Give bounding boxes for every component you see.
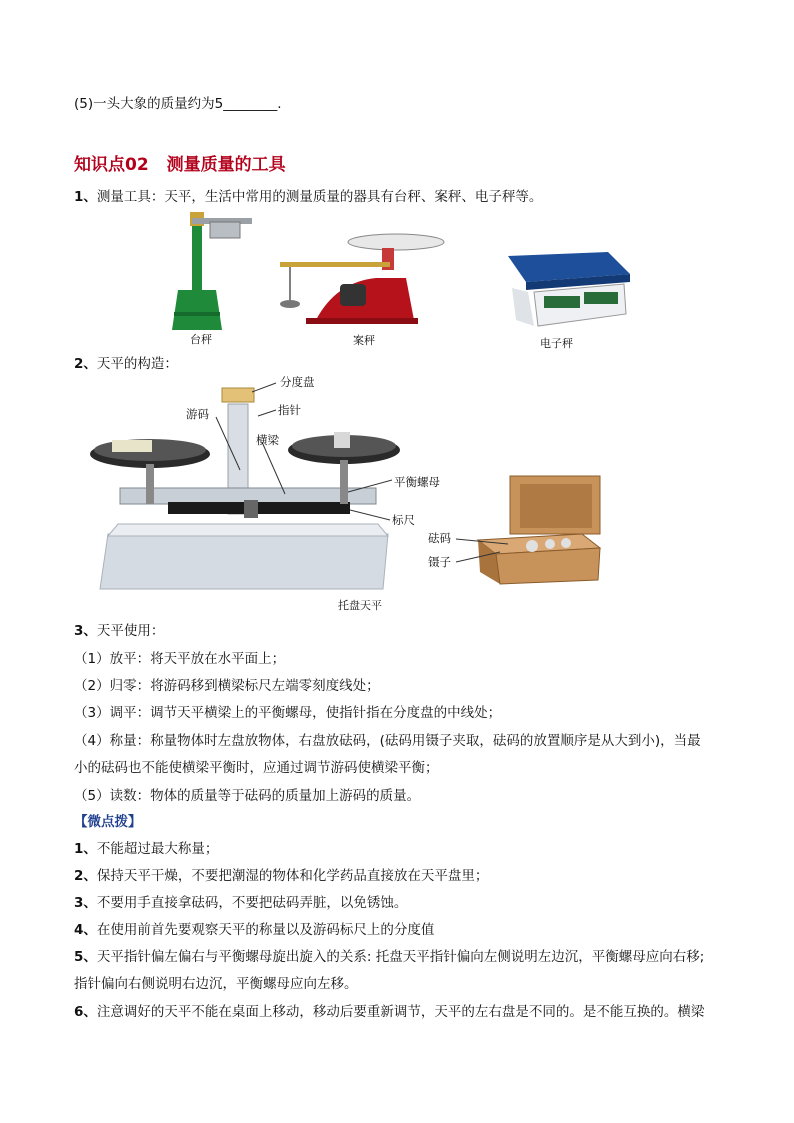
heading-title: 测量质量的工具 — [166, 155, 286, 175]
tip-heading: 【微点拨】 — [74, 814, 142, 830]
tip-1: 1、不能超过最大称量； — [74, 841, 219, 857]
intro-line: (5)一头大象的质量约为5________. — [74, 96, 282, 112]
label-scale: 标尺 — [392, 513, 415, 527]
tip-3: 3、不要用手直接拿砝码，不要把砝码弄脏，以免锈蚀。 — [74, 895, 408, 911]
label-rider: 游码 — [186, 407, 209, 421]
step-4-continued: 小的砝码也不能使横梁平衡时，应通过调节游码使横梁平衡； — [74, 760, 439, 776]
label-beam: 横梁 — [256, 433, 279, 447]
step-1: （1）放平：将天平放在水平面上； — [74, 651, 286, 667]
tip-5-continued: 指针偏向右侧说明右边沉，平衡螺母应向左移。 — [74, 976, 358, 992]
caption-platform-scale: 台秤 — [190, 333, 212, 346]
label-weights: 砝码 — [428, 531, 451, 545]
paragraph-2: 2、天平的构造： — [74, 356, 178, 372]
step-2: （2）归零：将游码移到横梁标尺左端零刻度线处； — [74, 678, 380, 694]
caption-tray-balance: 托盘天平 — [338, 599, 382, 612]
step-5: （5）读数：物体的质量等于砝码的质量加上游码的质量。 — [74, 788, 421, 804]
label-dial: 分度盘 — [280, 375, 315, 389]
step-3: （3）调平：调节天平横梁上的平衡螺母，使指针指在分度盘的中线处； — [74, 705, 502, 721]
tip-4: 4、在使用前首先要观察天平的称量以及游码标尺上的分度值 — [74, 922, 435, 938]
heading-number: 知识点02 — [74, 155, 149, 175]
paragraph-3: 3、天平使用： — [74, 623, 165, 639]
caption-electronic-scale: 电子秤 — [540, 337, 573, 350]
tip-2: 2、保持天平干燥，不要把潮湿的物体和化学药品直接放在天平盘里； — [74, 868, 489, 884]
label-nut: 平衡螺母 — [394, 475, 440, 489]
label-tweezers: 镊子 — [428, 555, 451, 569]
caption-counter-scale: 案秤 — [353, 334, 375, 347]
label-pointer: 指针 — [278, 403, 301, 417]
paragraph-1: 1、测量工具：天平，生活中常用的测量质量的器具有台秤、案秤、电子秤等。 — [74, 189, 543, 205]
tip-5: 5、天平指针偏左偏右与平衡螺母旋出旋入的关系: 托盘天平指针偏向左侧说明左边沉，平衡螺母应向右移; — [74, 949, 705, 965]
tip-6: 6、注意调好的天平不能在桌面上移动，移动后要重新调节，天平的左右盘是不同的。是不能互换的。横梁 — [74, 1004, 705, 1020]
step-4: （4）称量：称量物体时左盘放物体，右盘放砝码，(砝码用镊子夹取，砝码的放置顺序是从大到小)，当最 — [74, 733, 701, 749]
